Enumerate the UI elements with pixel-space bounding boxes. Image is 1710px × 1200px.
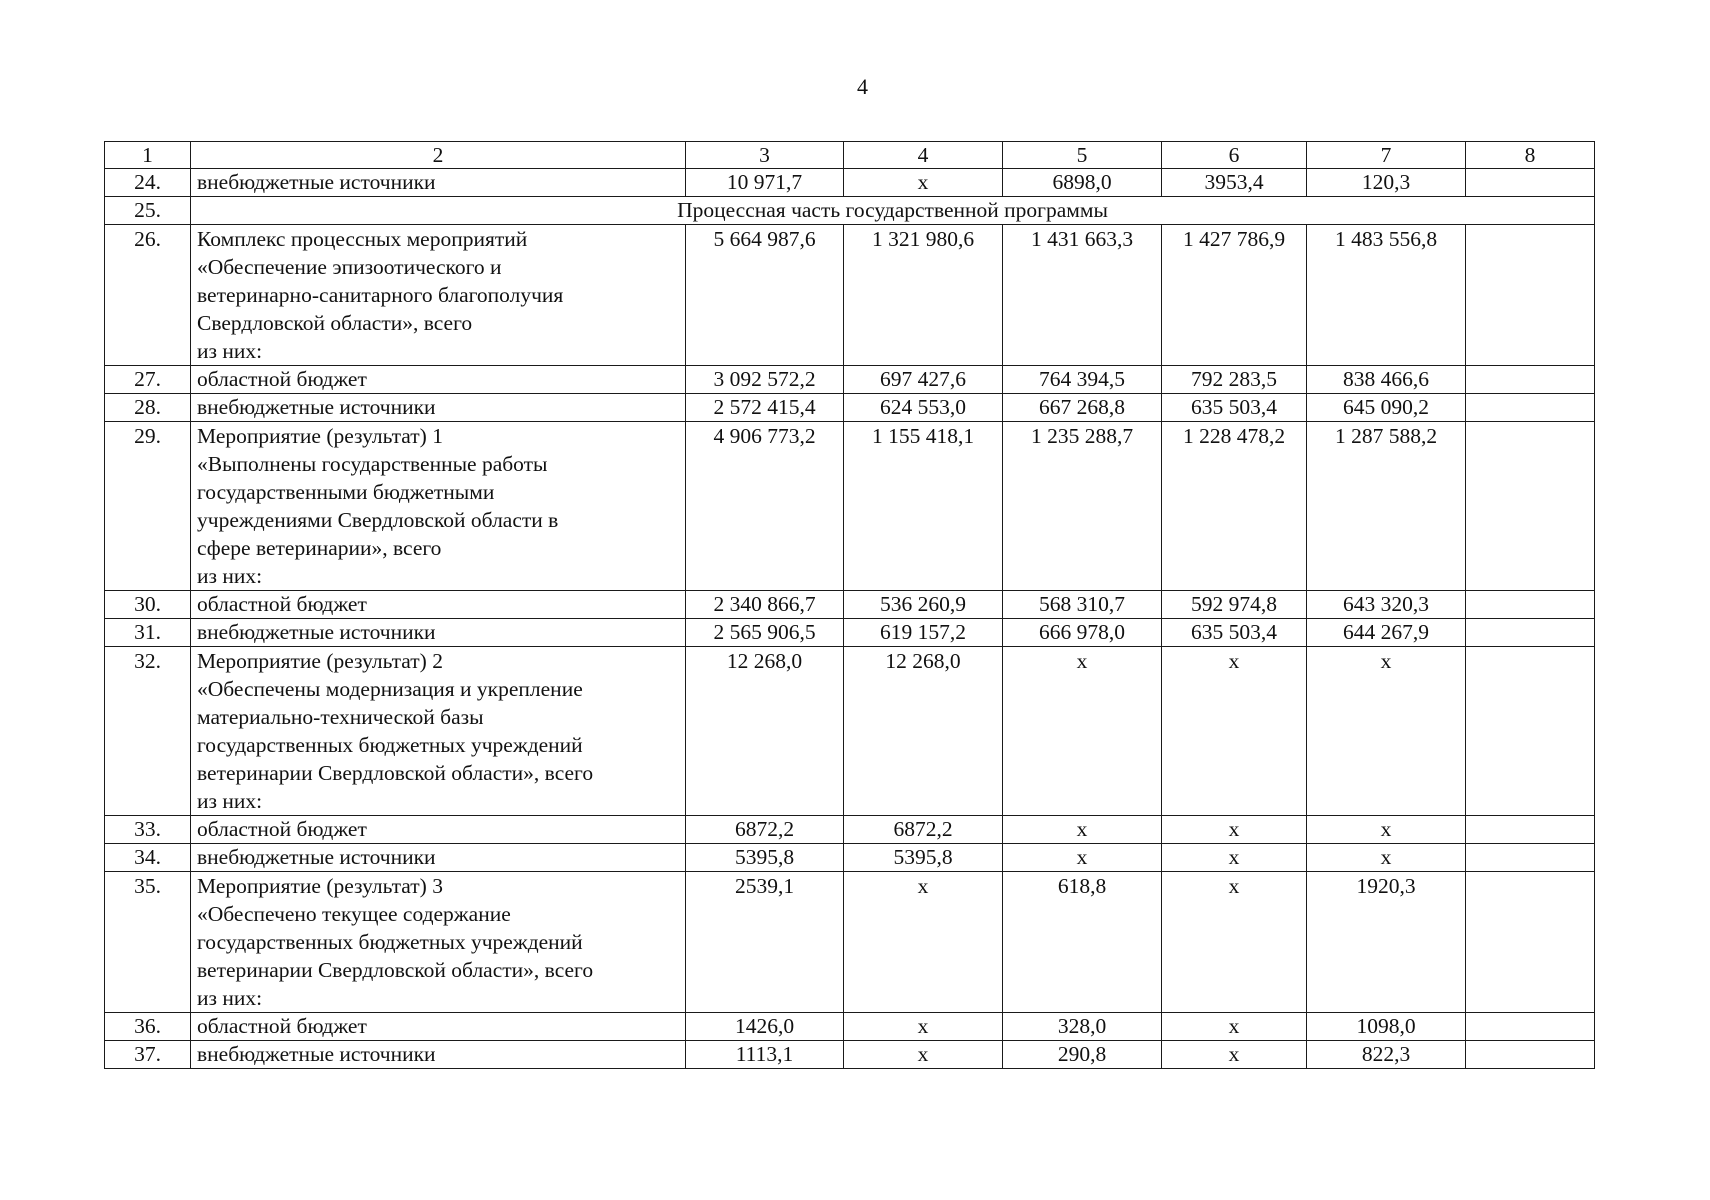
table-row: [105, 1013, 1595, 1041]
row-number: 28.: [105, 394, 191, 422]
value-cell-4: х: [844, 1041, 1003, 1069]
page-number: 4: [857, 74, 868, 99]
column-header: 3: [686, 142, 844, 169]
value-cell-8: [1466, 1013, 1595, 1041]
description-line: учреждениями Свердловской области в: [197, 508, 559, 532]
column-header: 5: [1003, 142, 1162, 169]
value-cell-7: 643 320,3: [1307, 591, 1466, 619]
description-line: «Обеспечено текущее содержание: [197, 902, 511, 926]
value-cell-7: 645 090,2: [1307, 394, 1466, 422]
row-number: 35.: [105, 872, 191, 1013]
value-cell-6: х: [1162, 844, 1307, 872]
row-description: [191, 647, 686, 816]
value-cell-5: 1 235 288,7: [1003, 422, 1162, 591]
value-cell-7: 1920,3: [1307, 872, 1466, 1013]
value-cell-6: х: [1162, 872, 1307, 1013]
value-cell-7: х: [1307, 816, 1466, 844]
row-description: [191, 844, 686, 872]
value-cell-3: 1426,0: [686, 1013, 844, 1041]
value-cell-8: [1466, 591, 1595, 619]
row-number: 25.: [105, 197, 191, 225]
description-line: Мероприятие (результат) 3: [197, 874, 443, 898]
table-row: [105, 591, 1595, 619]
value-cell-3: 1113,1: [686, 1041, 844, 1069]
value-cell-5: 667 268,8: [1003, 394, 1162, 422]
value-cell-6: х: [1162, 816, 1307, 844]
value-cell-5: 568 310,7: [1003, 591, 1162, 619]
row-number: 36.: [105, 1013, 191, 1041]
value-cell-6: х: [1162, 647, 1307, 816]
value-cell-6: 635 503,4: [1162, 619, 1307, 647]
value-cell-3: 4 906 773,2: [686, 422, 844, 591]
row-number: 27.: [105, 366, 191, 394]
value-cell-6: х: [1162, 1013, 1307, 1041]
value-cell-4: 1 155 418,1: [844, 422, 1003, 591]
table-row: [105, 872, 1595, 1013]
description-line: внебюджетные источники: [197, 170, 436, 194]
value-cell-7: 1 483 556,8: [1307, 225, 1466, 366]
value-cell-5: 1 431 663,3: [1003, 225, 1162, 366]
row-description: [191, 816, 686, 844]
row-number: 37.: [105, 1041, 191, 1069]
column-header: 6: [1162, 142, 1307, 169]
value-cell-4: 6872,2: [844, 816, 1003, 844]
value-cell-7: 822,3: [1307, 1041, 1466, 1069]
value-cell-6: 592 974,8: [1162, 591, 1307, 619]
value-cell-7: 1 287 588,2: [1307, 422, 1466, 591]
description-line: Мероприятие (результат) 1: [197, 424, 443, 448]
description-line: ветеринарно-санитарного благополучия: [197, 283, 564, 307]
value-cell-8: [1466, 1041, 1595, 1069]
value-cell-4: 1 321 980,6: [844, 225, 1003, 366]
row-description: [191, 591, 686, 619]
table-row: [105, 225, 1595, 366]
table-row: [105, 844, 1595, 872]
value-cell-5: х: [1003, 647, 1162, 816]
column-header: 4: [844, 142, 1003, 169]
value-cell-6: 1 228 478,2: [1162, 422, 1307, 591]
value-cell-7: х: [1307, 647, 1466, 816]
description-line: из них:: [197, 564, 263, 588]
description-line: государственных бюджетных учреждений: [197, 733, 583, 757]
column-header-row: [105, 142, 1595, 169]
value-cell-5: 328,0: [1003, 1013, 1162, 1041]
description-line: сфере ветеринарии», всего: [197, 536, 442, 560]
section-row: [105, 197, 1595, 225]
value-cell-4: 536 260,9: [844, 591, 1003, 619]
row-description: [191, 169, 686, 197]
description-line: областной бюджет: [197, 817, 367, 841]
value-cell-8: [1466, 844, 1595, 872]
description-line: «Выполнены государственные работы: [197, 452, 548, 476]
value-cell-8: [1466, 225, 1595, 366]
description-line: государственных бюджетных учреждений: [197, 930, 583, 954]
row-description: [191, 619, 686, 647]
value-cell-8: [1466, 169, 1595, 197]
table-row: [105, 394, 1595, 422]
column-header: 7: [1307, 142, 1466, 169]
value-cell-3: 12 268,0: [686, 647, 844, 816]
value-cell-8: [1466, 872, 1595, 1013]
description-line: материально-технической базы: [197, 705, 484, 729]
description-line: государственными бюджетными: [197, 480, 495, 504]
row-description: [191, 872, 686, 1013]
row-number: 34.: [105, 844, 191, 872]
value-cell-7: 838 466,6: [1307, 366, 1466, 394]
description-line: Мероприятие (результат) 2: [197, 649, 443, 673]
value-cell-8: [1466, 619, 1595, 647]
row-description: [191, 366, 686, 394]
value-cell-4: х: [844, 1013, 1003, 1041]
value-cell-3: 5 664 987,6: [686, 225, 844, 366]
value-cell-5: 618,8: [1003, 872, 1162, 1013]
value-cell-3: 6872,2: [686, 816, 844, 844]
table-row: [105, 1041, 1595, 1069]
value-cell-3: 2 572 415,4: [686, 394, 844, 422]
value-cell-8: [1466, 816, 1595, 844]
value-cell-5: х: [1003, 844, 1162, 872]
row-number: 33.: [105, 816, 191, 844]
description-line: областной бюджет: [197, 592, 367, 616]
row-description: [191, 225, 686, 366]
value-cell-3: 10 971,7: [686, 169, 844, 197]
budget-table: [104, 141, 1595, 1069]
value-cell-3: 3 092 572,2: [686, 366, 844, 394]
value-cell-5: 666 978,0: [1003, 619, 1162, 647]
table-row: [105, 619, 1595, 647]
value-cell-4: х: [844, 169, 1003, 197]
value-cell-7: 120,3: [1307, 169, 1466, 197]
value-cell-5: 290,8: [1003, 1041, 1162, 1069]
value-cell-6: 3953,4: [1162, 169, 1307, 197]
row-number: 32.: [105, 647, 191, 816]
description-line: «Обеспечение эпизоотического и: [197, 255, 502, 279]
table-row: [105, 366, 1595, 394]
description-line: внебюджетные источники: [197, 620, 436, 644]
value-cell-4: 697 427,6: [844, 366, 1003, 394]
value-cell-8: [1466, 647, 1595, 816]
description-line: областной бюджет: [197, 1014, 367, 1038]
description-line: внебюджетные источники: [197, 845, 436, 869]
row-description: [191, 422, 686, 591]
description-line: из них:: [197, 339, 263, 363]
value-cell-6: 792 283,5: [1162, 366, 1307, 394]
value-cell-5: 764 394,5: [1003, 366, 1162, 394]
value-cell-6: 635 503,4: [1162, 394, 1307, 422]
value-cell-6: 1 427 786,9: [1162, 225, 1307, 366]
table-row: [105, 422, 1595, 591]
description-line: ветеринарии Свердловской области», всего: [197, 761, 594, 785]
row-number: 29.: [105, 422, 191, 591]
description-line: из них:: [197, 986, 263, 1010]
value-cell-7: 644 267,9: [1307, 619, 1466, 647]
value-cell-5: 6898,0: [1003, 169, 1162, 197]
row-number: 30.: [105, 591, 191, 619]
value-cell-8: [1466, 394, 1595, 422]
row-number: 31.: [105, 619, 191, 647]
value-cell-8: [1466, 366, 1595, 394]
row-description: [191, 1041, 686, 1069]
description-line: «Обеспечены модернизация и укрепление: [197, 677, 583, 701]
value-cell-6: х: [1162, 1041, 1307, 1069]
description-line: внебюджетные источники: [197, 395, 436, 419]
value-cell-3: 2 340 866,7: [686, 591, 844, 619]
column-header: 8: [1466, 142, 1595, 169]
value-cell-3: 2539,1: [686, 872, 844, 1013]
description-line: Комплекс процессных мероприятий: [197, 227, 528, 251]
row-description: [191, 1013, 686, 1041]
column-header: 1: [105, 142, 191, 169]
description-line: ветеринарии Свердловской области», всего: [197, 958, 594, 982]
value-cell-5: х: [1003, 816, 1162, 844]
value-cell-4: 624 553,0: [844, 394, 1003, 422]
value-cell-8: [1466, 422, 1595, 591]
row-number: 24.: [105, 169, 191, 197]
table-row: [105, 647, 1595, 816]
value-cell-7: 1098,0: [1307, 1013, 1466, 1041]
table-row: [105, 816, 1595, 844]
value-cell-4: х: [844, 872, 1003, 1013]
section-title: Процессная часть государственной программы: [191, 197, 1595, 225]
value-cell-4: 5395,8: [844, 844, 1003, 872]
row-number: 26.: [105, 225, 191, 366]
table-body: [105, 142, 1595, 1069]
description-line: внебюджетные источники: [197, 1042, 436, 1066]
value-cell-3: 5395,8: [686, 844, 844, 872]
description-line: Свердловской области», всего: [197, 311, 473, 335]
table-row: [105, 169, 1595, 197]
description-line: областной бюджет: [197, 367, 367, 391]
value-cell-4: 12 268,0: [844, 647, 1003, 816]
value-cell-4: 619 157,2: [844, 619, 1003, 647]
row-description: [191, 394, 686, 422]
value-cell-3: 2 565 906,5: [686, 619, 844, 647]
column-header: 2: [191, 142, 686, 169]
value-cell-7: х: [1307, 844, 1466, 872]
description-line: из них:: [197, 789, 263, 813]
